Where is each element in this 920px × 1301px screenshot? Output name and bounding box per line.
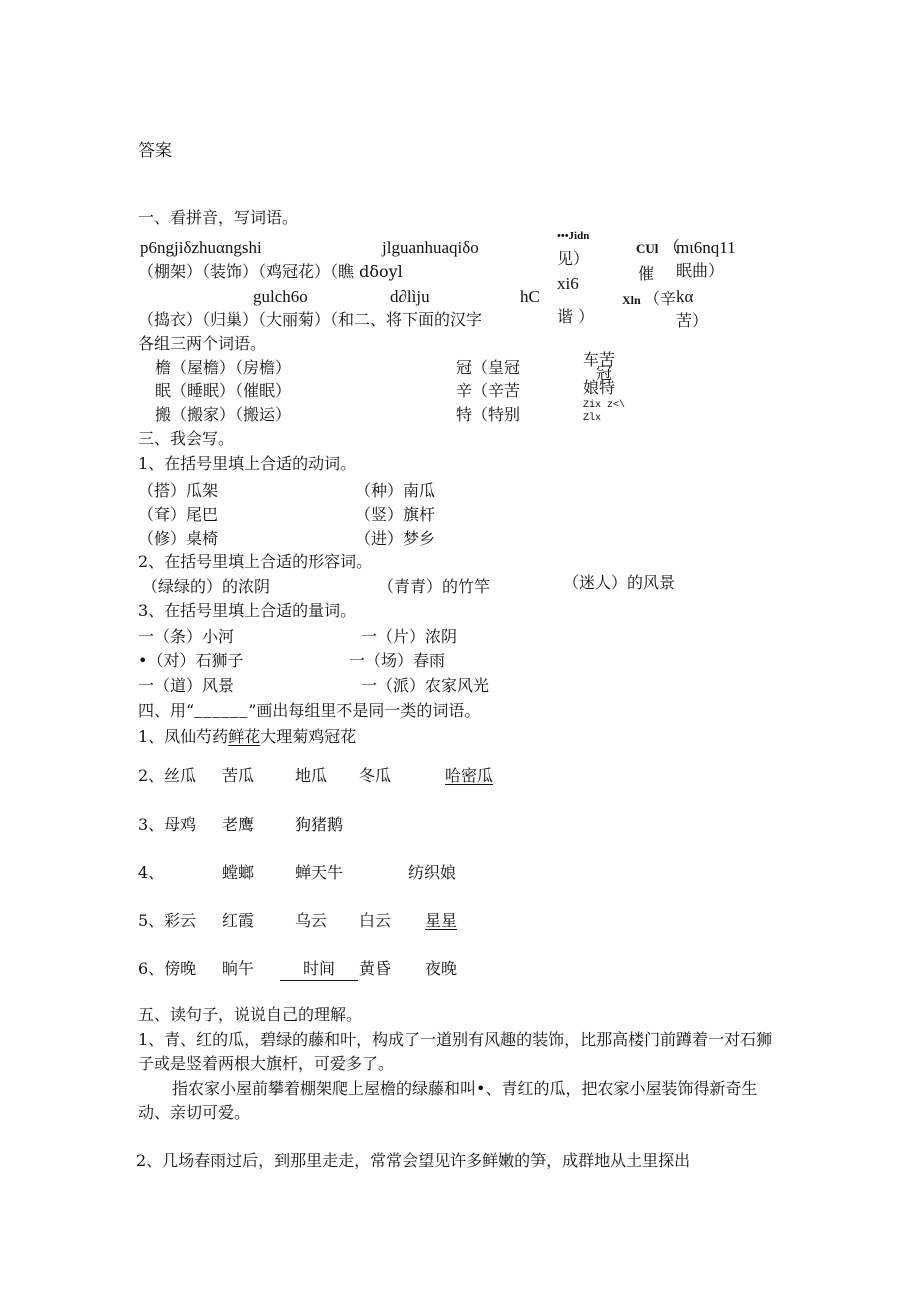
list-item-3-w3: 狗猪鹅 <box>295 815 344 834</box>
group-col-c1: 车苦 <box>583 350 616 369</box>
q3-e: 一（道）风景 <box>138 676 235 695</box>
q3-a: 一（条）小河 <box>138 627 235 646</box>
paren-open: （ <box>663 238 680 257</box>
pinyin-7: d∂lìju <box>390 287 430 306</box>
list-item-2-w2: 苦瓜 <box>222 766 255 785</box>
section-3-heading: 三、我会写。 <box>138 429 235 448</box>
section-1-heading: 一、看拼音，写词语。 <box>138 208 299 227</box>
sentence-2: 2、几场春雨过后，到那里走走，常常会望见许多鲜嫩的笋，成群地从土里探出 <box>136 1151 691 1170</box>
section-5-heading: 五、读句子，说说自己的理解。 <box>138 1005 363 1024</box>
q1-f: （进）梦乡 <box>355 529 436 548</box>
list-item-5-w2: 红霞 <box>222 911 255 930</box>
list-item-2-answer: 哈密瓜 <box>445 766 494 785</box>
section-2-intro: 各组三两个词语。 <box>138 334 267 353</box>
group-row-2-b: 辛（辛苦 <box>456 381 521 400</box>
l1-answer: 鲜花 <box>228 727 261 746</box>
q2-title: 2、在括号里填上合适的形容词。 <box>138 552 373 571</box>
list-item-4-w2: 螳螂 <box>222 863 255 882</box>
s4-heading-post: ”画出每组里不是同一类的词语。 <box>248 701 481 720</box>
answer-row-1: （棚架）（装饰）（鸡冠花）（瞧 dδoyl <box>138 262 403 281</box>
answer-xin: （辛 <box>644 289 677 308</box>
list-item-5-w1: 5、彩云 <box>138 911 197 930</box>
pinyin-5: mι6nq11 <box>676 238 736 257</box>
list-item-6-w4: 黄昏 <box>359 959 392 978</box>
pinyin-1: p6ngjiδzhuαngshi <box>140 238 262 257</box>
q3-title: 3、在括号里填上合适的量词。 <box>138 601 357 620</box>
list-item-2-w4: 冬瓜 <box>359 766 392 785</box>
q1-a: （搭）瓜架 <box>138 481 219 500</box>
group-row-3: 搬（搬家）（搬运） <box>155 405 292 424</box>
list-item-1 <box>138 727 356 747</box>
q2-a: （绿绿的）的浓阴 <box>142 577 271 596</box>
answer-row-1-b: 见） <box>557 249 590 268</box>
group-row-2: 眠（睡眠）（催眠） <box>155 381 292 400</box>
pinyin-2: jlguanhuaqiδo <box>382 238 479 257</box>
q1-b: （种）南瓜 <box>355 481 436 500</box>
q1-title: 1、在括号里填上合适的动词。 <box>138 454 357 473</box>
list-item-4-w3: 蝉天牛 <box>295 863 344 882</box>
pinyin-9: xi6 <box>557 274 579 293</box>
q2-c: （迷人）的风景 <box>563 573 676 592</box>
pinyin-12: kα <box>676 287 694 306</box>
list-item-5-answer: 星星 <box>425 911 458 930</box>
list-item-6-w5: 夜晚 <box>425 959 458 978</box>
group-row-3-b: 特（特别 <box>456 405 521 424</box>
answer-row-2-c: 苦） <box>676 311 709 330</box>
answer-row-1-e: 眠曲） <box>676 261 725 280</box>
q2-b: （青青）的竹竿 <box>378 577 491 596</box>
q3-c: •（对）石狮子 <box>138 651 244 670</box>
answer-row-2-b: 谐 ） <box>557 307 595 326</box>
list-item-6-answer: 时间 <box>280 959 358 981</box>
pinyin-4: CUl <box>636 241 659 256</box>
l1-c: 大理菊鸡冠花 <box>260 727 357 746</box>
section-4-heading <box>138 701 480 722</box>
sentence-1: 1、青、红的瓜，碧绿的藤和叶，构成了一道别有风趣的装饰，比那高楼门前蹲着一对石狮子或是竖着两根大旗杆，可爱多了。 <box>138 1030 773 1073</box>
s4-heading-blank: ______ <box>194 703 249 720</box>
group-col-c3: 娘特 <box>583 378 616 397</box>
group-col-c4: Zix z<\ <box>583 400 626 411</box>
q1-d: （竖）旗杆 <box>355 505 436 524</box>
q3-d: 一（场）春雨 <box>349 651 446 670</box>
list-item-5-w4: 白云 <box>359 911 392 930</box>
list-item-4-w4: 纺织娘 <box>408 863 457 882</box>
answer-row-2: （捣衣）（归巢）（大丽菊）（和二、将下面的汉字 <box>138 310 483 329</box>
list-item-6-w1: 6、傍晚 <box>138 959 197 978</box>
list-item-6-w2: 晌午 <box>222 959 255 978</box>
pinyin-10: Xln <box>622 293 641 307</box>
pinyin-8: hC <box>520 287 540 306</box>
group-row-1-b: 冠（皇冠 <box>456 358 521 377</box>
group-col-c2: 冠 <box>596 364 613 383</box>
s4-heading-pre: 四、用“ <box>138 701 195 720</box>
answer-row-1-c: 催 <box>638 264 655 283</box>
q1-c: （耷）尾巴 <box>138 505 219 524</box>
group-col-c5: Zlx <box>583 413 602 424</box>
l1-a: 1、凤仙芍药 <box>138 727 229 746</box>
list-item-4-w1: 4、 <box>138 863 165 882</box>
pinyin-3: •••Jidn <box>557 230 590 242</box>
q3-b: 一（片）浓阴 <box>361 627 458 646</box>
list-item-5-w3: 乌云 <box>295 911 328 930</box>
list-item-2-w3: 地瓜 <box>295 766 328 785</box>
group-row-1: 檐（屋檐）（房檐） <box>155 358 292 377</box>
list-item-2-w1: 2、丝瓜 <box>138 766 197 785</box>
q1-e: （修）桌椅 <box>138 529 219 548</box>
page-title: 答案 <box>138 141 172 161</box>
sentence-1-answer: 指农家小屋前攀着棚架爬上屋檐的绿藤和叫•、青红的瓜，把农家小屋装饰得新奇生动、亲切可爱。 <box>138 1079 758 1122</box>
list-item-3-w2: 老鹰 <box>222 815 255 834</box>
list-item-3-w1: 3、母鸡 <box>138 815 197 834</box>
q3-f: 一（派）农家风光 <box>361 676 490 695</box>
pinyin-6: gulch6o <box>253 287 308 306</box>
